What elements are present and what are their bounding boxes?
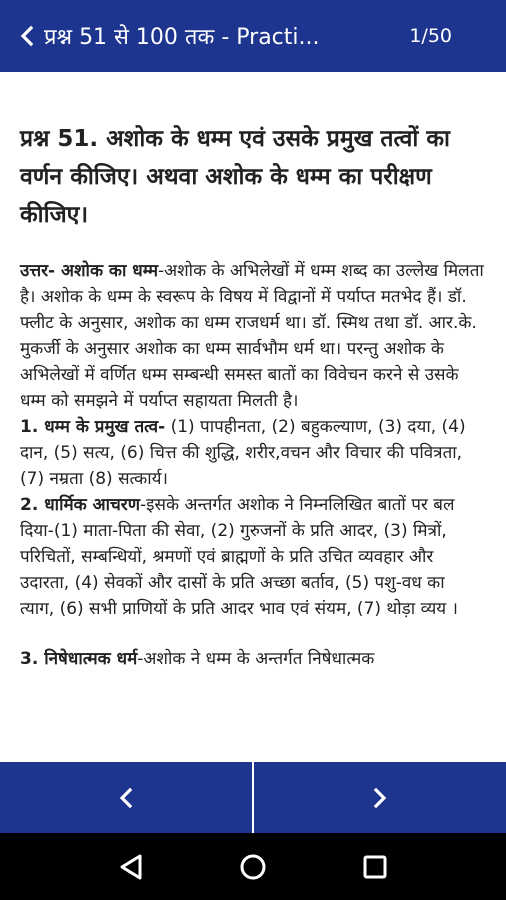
- back-button[interactable]: [0, 0, 44, 72]
- bottom-navigation: [0, 762, 506, 833]
- answer-intro-heading: उत्तर- अशोक का धम्म: [20, 261, 158, 281]
- answer-point-3: [20, 646, 484, 672]
- next-button[interactable]: [254, 762, 506, 833]
- app-bar: [0, 0, 506, 72]
- previous-button[interactable]: [0, 762, 252, 833]
- system-back-button[interactable]: [111, 847, 151, 887]
- paragraph-spacer: [20, 622, 484, 646]
- system-navigation-bar: [0, 833, 506, 900]
- answer-point-1-heading: 1. धम्म के प्रमुख तत्व-: [20, 417, 166, 437]
- chevron-right-icon: [372, 787, 388, 809]
- answer-body: [20, 258, 484, 672]
- question-title: प्रश्न 51. अशोक के धम्म एवं उसके प्रमुख तत्वों का वर्णन कीजिए। अथवा अशोक के धम्म का परीक्षण कीजिए।: [20, 126, 450, 228]
- answer-point-2: [20, 492, 484, 622]
- triangle-back-icon: [118, 853, 144, 881]
- chevron-left-icon: [118, 787, 134, 809]
- chevron-left-icon: [19, 25, 35, 47]
- answer-point-1-text: (1) पापहीनता, (2) बहुकल्याण, (3) दया, (4) दान, (5) सत्य, (6) चित्त की शुद्धि, शरीर,वचन और विचार की पवित्रता, (7) नम्रता (8) सत्कार्य।: [20, 417, 466, 489]
- content-scroll-area[interactable]: [0, 72, 506, 762]
- answer-point-3-heading: 3. निषेधात्मक धर्म: [20, 649, 138, 669]
- answer-point-1: [20, 414, 484, 492]
- system-recents-button[interactable]: [355, 847, 395, 887]
- answer-intro: [20, 258, 484, 414]
- square-recents-icon: [362, 854, 388, 880]
- answer-point-2-text: -इसके अन्तर्गत अशोक ने निम्नलिखित बातों पर बल दिया-(1) माता-पिता की सेवा, (2) गुरुजनों के प्रति आदर, (3) मित्रों, परिचितों, सम्बन्धियों, श्रमणों एवं ब्राह्मणों के प्रति उचित व्यवहार और उदारता, (4) सेवकों और दासों के प्रति अच्छा बर्ताव, (5) पशु-वध का त्याग, (6) सभी प्राणियों के प्रति आदर भाव एवं संयम, (7) थोड़ा व्यय ।: [20, 495, 458, 619]
- answer-point-2-heading: 2. धार्मिक आचरण: [20, 495, 141, 515]
- answer-point-3-text: -अशोक ने धम्म के अन्तर्गत निषेधात्मक: [137, 649, 375, 669]
- answer-intro-text: -अशोक के अभिलेखों में धम्म शब्द का उल्लेख मिलता है। अशोक के धम्म के स्वरूप के विषय में विद्वानों में पर्याप्त मतभेद हैं। डॉ. फ्लीट के अनुसार, अशोक का धम्म राजधर्म था। डॉ. स्मिथ तथा डॉ. आर.के. मुकर्जी के अनुसार अशोक का धम्म सार्वभौम धर्म था। परन्तु अशोक के अभिलेखों में वर्णित धम्म सम्बन्धी समस्त बातों का विवेचन करने से उसके धम्म को समझने में पर्याप्त सहायता मिलती है।: [20, 261, 484, 411]
- circle-home-icon: [239, 853, 267, 881]
- system-home-button[interactable]: [233, 847, 273, 887]
- page-counter: 1/50: [409, 25, 452, 47]
- app-title: प्रश्न 51 से 100 तक - Practi...: [44, 25, 320, 50]
